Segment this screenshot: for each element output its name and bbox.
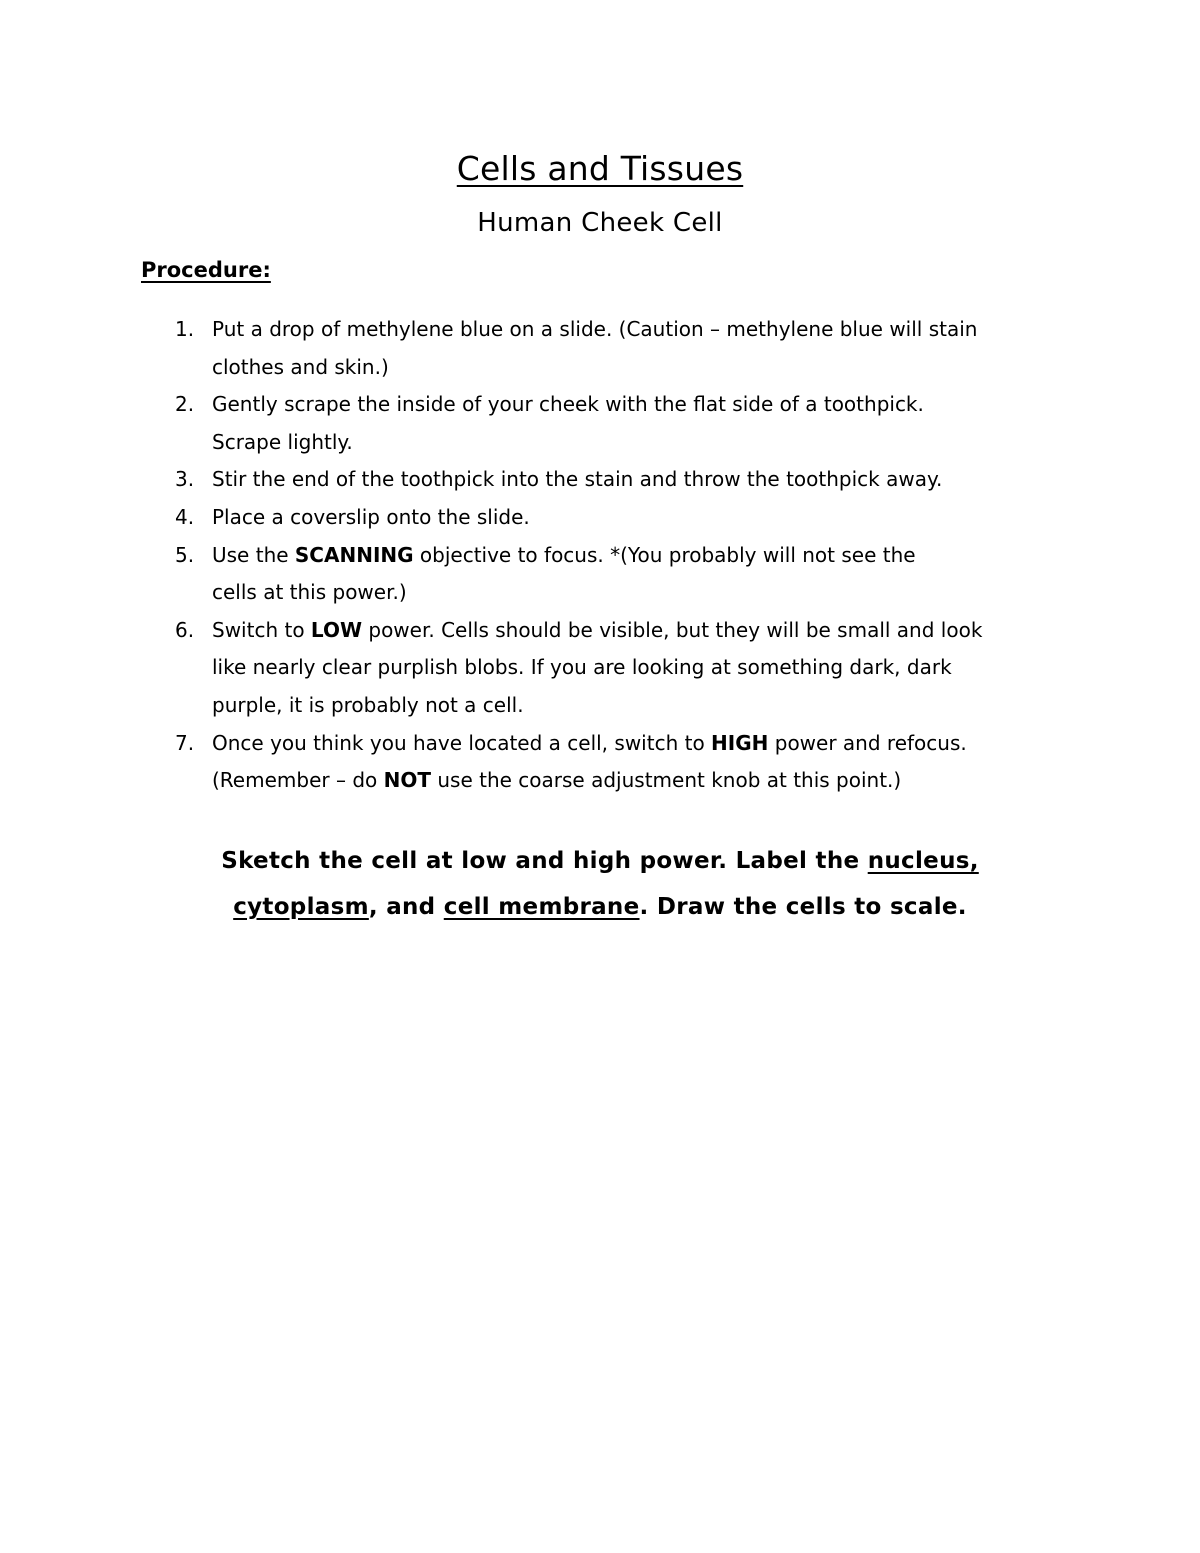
emphasis-low: LOW	[310, 617, 363, 642]
step-text	[212, 612, 1075, 725]
step-number: 1.	[175, 317, 195, 341]
step-number: 3.	[175, 467, 195, 492]
closing-text: Sketch the cell at low and high power. Label the	[221, 848, 868, 874]
step-item	[175, 499, 1075, 537]
step-text	[212, 386, 1075, 461]
closing-text: . Draw the cells to scale.	[639, 894, 967, 920]
emphasis-not: NOT	[383, 768, 431, 793]
step-text-part: Stir the end of the toothpick into the stain and throw the toothpick away.	[212, 467, 943, 492]
step-text-part: Gently scrape the inside of your cheek with the flat side of a toothpick. Scrape lightly.	[212, 392, 924, 454]
step-text-part: power and refocus. (Remember – do	[212, 730, 967, 793]
step-item	[175, 725, 1075, 800]
step-number: 5.	[175, 542, 195, 567]
procedure-heading: Procedure:	[141, 258, 271, 282]
step-item	[175, 612, 1075, 725]
step-number: 7.	[175, 730, 195, 755]
step-text-part: Switch to	[212, 617, 311, 642]
emphasis-high: HIGH	[711, 730, 769, 755]
step-text-part: Put a drop of methylene blue on a slide. (Caution – methylene blue will stain clothes and skin.)	[212, 317, 978, 379]
sketch-instructions	[140, 838, 1060, 930]
step-text-part: use the coarse adjustment knob at this point.)	[431, 768, 902, 793]
term-nucleus: nucleus,	[867, 848, 979, 874]
step-text-part: objective to focus. *(You probably will not see the cells at this power.)	[212, 542, 916, 605]
step-text	[212, 537, 1075, 612]
step-text	[212, 461, 1075, 499]
step-text	[212, 311, 1075, 386]
step-item	[175, 386, 1075, 461]
step-text-part: Once you think you have located a cell, switch to	[212, 730, 712, 755]
step-item	[175, 311, 1075, 386]
step-item	[175, 461, 1075, 499]
term-cell-membrane: cell membrane	[443, 894, 640, 920]
step-text-part: power. Cells should be visible, but they will be small and look like nearly clear purplish blobs. If you are looking at something dark, dark purple, it is probably not a cell.	[212, 617, 983, 717]
closing-text: , and	[368, 894, 444, 920]
emphasis-scanning: SCANNING	[294, 542, 414, 567]
step-item	[175, 537, 1075, 612]
procedure-steps-list	[175, 311, 1075, 800]
step-number: 6.	[175, 617, 195, 642]
step-text-part: Use the	[212, 542, 295, 567]
step-text	[212, 499, 1075, 537]
step-text-part: Place a coverslip onto the slide.	[212, 504, 530, 529]
step-text	[212, 725, 1075, 800]
step-number: 4.	[175, 504, 195, 529]
step-number: 2.	[175, 392, 195, 417]
page-title: Cells and Tissues	[456, 149, 744, 188]
page-subtitle: Human Cheek Cell	[477, 208, 723, 238]
term-cytoplasm: cytoplasm	[233, 894, 369, 920]
